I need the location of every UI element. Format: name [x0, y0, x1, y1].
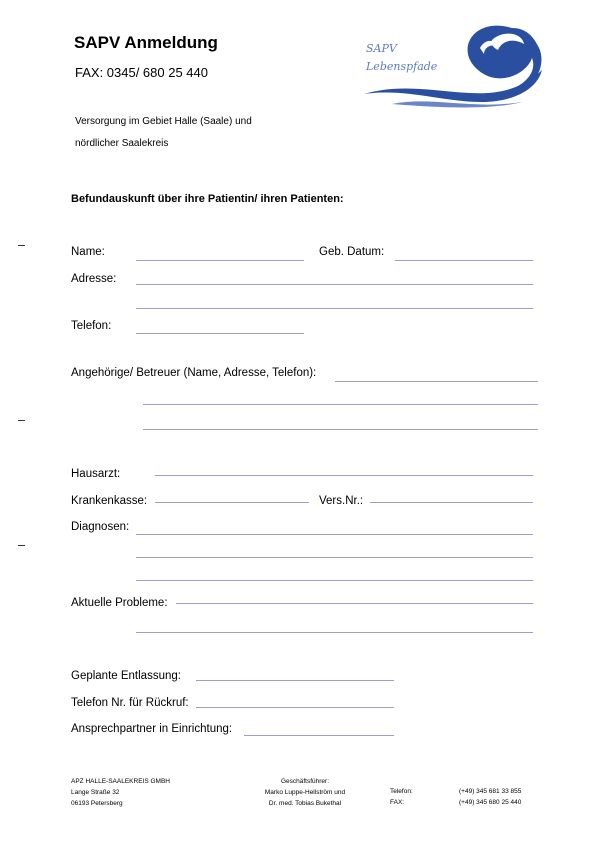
- diagnoses-label: Diagnosen:: [71, 521, 130, 533]
- discharge-field[interactable]: [196, 680, 394, 681]
- footer-md-1: Marko Luppe-Hellström und: [264, 789, 346, 796]
- relatives-label: Angehörige/ Betreuer (Name, Adresse, Telefon):: [71, 367, 317, 379]
- sapv-lebenspfade-logo: [362, 18, 548, 110]
- diagnoses-field-line-3[interactable]: [136, 580, 533, 581]
- footer-management: [240, 776, 370, 809]
- service-area-line-2: nördlicher Saalekreis: [75, 138, 169, 149]
- name-field[interactable]: [136, 260, 304, 261]
- diagnoses-field-line-1[interactable]: [136, 534, 533, 535]
- relatives-field-line-3[interactable]: [143, 429, 538, 430]
- insurance-label: Krankenkasse:: [71, 495, 148, 507]
- problems-label: Aktuelle Probleme:: [71, 597, 168, 609]
- fold-mark: [18, 545, 25, 546]
- relatives-field-line-1[interactable]: [335, 381, 538, 382]
- contact-label: Ansprechpartner in Einrichtung:: [71, 723, 233, 735]
- phone-label: Telefon:: [71, 320, 112, 332]
- callback-field[interactable]: [196, 707, 394, 708]
- footer-address: [71, 776, 170, 809]
- punch-mark: [18, 420, 25, 421]
- insurance-number-label: Vers.Nr.:: [319, 495, 364, 507]
- address-field-line-2[interactable]: [136, 308, 533, 309]
- logo-text-sapv: SAPV: [366, 42, 397, 55]
- dob-field[interactable]: [395, 260, 533, 261]
- insurance-number-field[interactable]: [370, 502, 533, 503]
- fax-number: FAX: 0345/ 680 25 440: [75, 65, 208, 80]
- problems-field-line-1[interactable]: [176, 603, 533, 604]
- footer-md-2: Dr. med. Tobias Bukethal: [268, 800, 342, 807]
- name-label: Name:: [71, 246, 105, 258]
- address-label: Adresse:: [71, 273, 117, 285]
- gp-label: Hausarzt:: [71, 468, 121, 480]
- page-title: SAPV Anmeldung: [74, 33, 218, 52]
- discharge-label: Geplante Entlassung:: [71, 670, 181, 682]
- dob-label: Geb. Datum:: [319, 246, 385, 258]
- relatives-field-line-2[interactable]: [143, 404, 538, 405]
- footer-city: 06193 Petersberg: [71, 800, 123, 807]
- service-area-line-1: Versorgung im Gebiet Halle (Saale) und: [75, 116, 252, 127]
- contact-field[interactable]: [244, 735, 394, 736]
- phone-field[interactable]: [136, 333, 304, 334]
- footer-contact-labels: [390, 786, 413, 808]
- footer-fax-label: FAX:: [390, 799, 405, 806]
- fold-mark: [18, 245, 25, 246]
- footer-fax: (+49) 345 680 25 440: [459, 799, 522, 806]
- problems-field-line-2[interactable]: [136, 632, 533, 633]
- insurance-field[interactable]: [155, 502, 309, 503]
- footer-company: APZ HALLE-SAALEKREIS GMBH: [71, 778, 170, 785]
- gp-field[interactable]: [155, 475, 533, 476]
- callback-label: Telefon Nr. für Rückruf:: [71, 697, 189, 709]
- footer-md-title: Geschäftsführer:: [280, 778, 330, 785]
- form-heading: Befundauskunft über ihre Patientin/ ihren Patienten:: [71, 193, 344, 205]
- footer-tel-label: Telefon:: [390, 788, 413, 795]
- logo-text-lebenspfade: Lebenspfade: [366, 60, 438, 73]
- footer-tel: (+49) 345 681 33 855: [459, 788, 522, 795]
- diagnoses-field-line-2[interactable]: [136, 557, 533, 558]
- footer-street: Lange Straße 32: [71, 789, 120, 796]
- address-field-line-1[interactable]: [136, 284, 533, 285]
- footer-contact-values: [459, 786, 521, 808]
